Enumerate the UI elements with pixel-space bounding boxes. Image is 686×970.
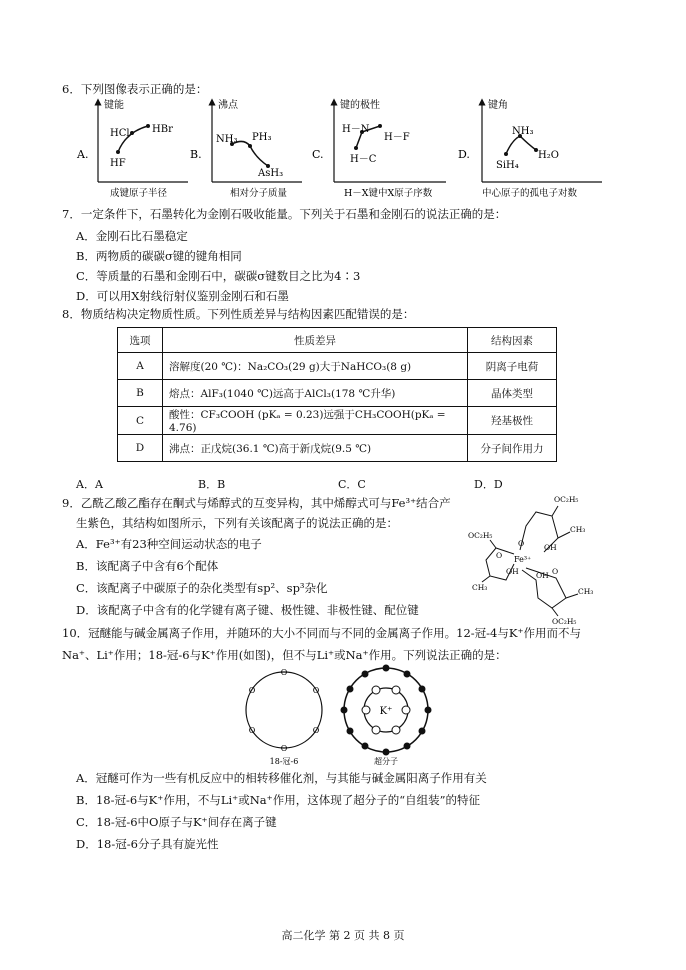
graph-c-ylabel: 键的极性	[340, 100, 380, 111]
table-cell: D	[118, 435, 163, 462]
o-label-top: O	[518, 539, 525, 548]
graph-c-pt3: H－C	[350, 154, 377, 165]
q8-stem: 8．物质结构决定物质性质。下列性质差异与结构因素匹配错误的是：	[62, 307, 415, 321]
o-atom: O	[280, 744, 288, 753]
q9-line2: 生紫色，其结构如图所示，下列有关该配离子的说法正确的是：	[76, 516, 398, 530]
q7-option-a: A．金刚石比石墨稳定	[76, 229, 188, 243]
graph-d-ylabel: 键角	[488, 100, 508, 111]
header-option: 选项	[118, 328, 163, 353]
graph-c-pt1: H－N	[342, 124, 370, 135]
graph-a-ylabel: 键能	[104, 100, 124, 111]
table-cell: A	[118, 353, 163, 380]
o-label-left: O	[496, 551, 503, 560]
graph-b-pt1: NH₃	[216, 134, 238, 145]
header-factor: 结构因素	[468, 328, 557, 353]
oh-label-top: OH	[544, 543, 557, 552]
table-cell: 羟基极性	[468, 407, 557, 435]
q8-answer-b: B．B	[198, 478, 226, 491]
q8-table	[117, 327, 557, 462]
q9-option-c: C．该配离子中碳原子的杂化类型有sp²、sp³杂化	[76, 581, 328, 595]
graph-b	[190, 98, 302, 199]
ligand-ch3-left: CH₃	[472, 583, 488, 592]
table-header-row	[118, 328, 557, 353]
graph-c-letter: C.	[312, 148, 324, 161]
table-cell: 分子间作用力	[468, 435, 557, 462]
q7-option-d: D．可以用X射线衍射仪鉴别金刚石和石墨	[76, 289, 289, 303]
graph-d	[458, 98, 602, 199]
ligand-ch3-bottom: CH₃	[578, 587, 594, 596]
graph-b-letter: B.	[190, 148, 202, 161]
graph-a-xlabel: 成键原子半径	[110, 188, 168, 199]
q9-option-d: D．该配离子中含有的化学键有离子键、极性键、非极性键、配位键	[76, 603, 419, 617]
crown-ether-figures	[0, 660, 686, 770]
graph-a-pt2: HBr	[152, 124, 173, 135]
crown-ether-18-6	[246, 668, 322, 766]
q10-line2: Na⁺、Li⁺作用；18-冠-6与K⁺作用(如图)，但不与Li⁺或Na⁺作用。下列说法正确的是：	[62, 648, 507, 662]
table-row	[118, 435, 557, 462]
table-cell: 晶体类型	[468, 380, 557, 407]
ligand-oc2h5-top: OC₂H₅	[554, 495, 579, 504]
o-atom: O	[312, 686, 320, 695]
graph-b-pt2: PH₃	[252, 132, 272, 143]
graph-c-pt2: H－F	[384, 132, 410, 143]
graph-a-letter: A.	[77, 148, 89, 161]
oh-label-bottom: OH	[536, 571, 549, 580]
table-cell: 酸性：CF₃COOH (pKₐ = 0.23)远强于CH₃COOH(pKₐ = 4.76)	[163, 407, 468, 435]
graph-d-xlabel: 中心原子的孤电子对数	[482, 188, 578, 199]
header-property: 性质差异	[163, 328, 468, 353]
q7-option-c: C．等质量的石墨和金刚石中，碳碳σ键数目之比为4∶3	[76, 269, 361, 283]
ligand-ch3-top: CH₃	[570, 525, 586, 534]
graph-b-xlabel: 相对分子质量	[230, 188, 288, 199]
iron-complex-structure	[466, 488, 626, 628]
iron-center: Fe³⁺	[514, 555, 532, 564]
q8-answer-a: A．A	[76, 478, 103, 491]
potassium-ion: K⁺	[379, 706, 393, 717]
q7-option-b: B．两物质的碳碳σ键的键角相同	[76, 249, 242, 263]
q9-option-b: B．该配离子中含有6个配体	[76, 559, 219, 573]
table-row	[118, 380, 557, 407]
graph-d-pt1: NH₃	[512, 126, 534, 137]
graph-b-ylabel: 沸点	[218, 100, 238, 111]
q6-graphs	[0, 96, 686, 206]
q10-line1: 10．冠醚能与碱金属离子作用，并随环的大小不同而与不同的金属离子作用。12-冠-4与K⁺作用而不与	[62, 626, 582, 640]
oh-label-left: OH	[506, 567, 519, 576]
page-footer: 高二化学 第 2 页 共 8 页	[281, 929, 405, 942]
table-row	[118, 353, 557, 380]
ligand-oc2h5-bottom: OC₂H₅	[552, 617, 577, 626]
q10-option-b: B．18-冠-6与K⁺作用，不与Li⁺或Na⁺作用，这体现了超分子的“自组装”的特征	[76, 793, 480, 807]
supramolecule	[341, 665, 432, 767]
ligand-oc2h5-left: OC₂H₅	[468, 531, 493, 540]
o-atom: O	[248, 686, 256, 695]
table-cell: 沸点：正戊烷(36.1 ℃)高于新戊烷(9.5 ℃)	[163, 435, 468, 462]
table-cell: 阴离子电荷	[468, 353, 557, 380]
o-atom: O	[248, 726, 256, 735]
table-cell: C	[118, 407, 163, 435]
graph-a-pt3: HF	[110, 158, 126, 169]
graph-d-letter: D.	[458, 148, 470, 161]
crown-ether-label: 18-冠-6	[269, 757, 299, 766]
table-cell: B	[118, 380, 163, 407]
graph-c-xlabel: H－X键中X原子序数	[344, 188, 433, 199]
o-atom: O	[280, 668, 288, 677]
q9-line1: 9．乙酰乙酸乙酯存在酮式与烯醇式的互变异构，其中烯醇式可与Fe³⁺结合产	[62, 496, 451, 510]
graph-a	[76, 98, 188, 199]
q6-stem: 6．下列图像表示正确的是：	[62, 82, 208, 96]
table-cell: 熔点：AlF₃(1040 ℃)远高于AlCl₃(178 ℃升华)	[163, 380, 468, 407]
q9-option-a: A．Fe³⁺有23种空间运动状态的电子	[76, 537, 262, 551]
q10-option-a: A．冠醚可作为一些有机反应中的相转移催化剂，与其能与碱金属阳离子作用有关	[76, 771, 487, 785]
q10-option-d: D．18-冠-6分子具有旋光性	[76, 837, 219, 851]
graph-d-pt3: SiH₄	[496, 160, 519, 171]
table-row	[118, 407, 557, 435]
graph-c	[312, 98, 446, 199]
graph-b-pt3: AsH₃	[258, 168, 284, 179]
o-atom: O	[312, 726, 320, 735]
graph-d-pt2: H₂O	[538, 150, 559, 161]
table-cell: 溶解度(20 ℃)：Na₂CO₃(29 g)大于NaHCO₃(8 g)	[163, 353, 468, 380]
supramolecule-label: 超分子	[374, 757, 398, 766]
o-label-bottom: O	[552, 567, 559, 576]
q8-answer-d: D．D	[474, 478, 503, 491]
q10-option-c: C．18-冠-6中O原子与K⁺间存在离子键	[76, 815, 277, 829]
q7-stem: 7．一定条件下，石墨转化为金刚石吸收能量。下列关于石墨和金刚石的说法正确的是：	[62, 207, 507, 221]
q8-answer-c: C．C	[338, 478, 366, 491]
graph-a-pt1: HCl	[110, 128, 130, 139]
